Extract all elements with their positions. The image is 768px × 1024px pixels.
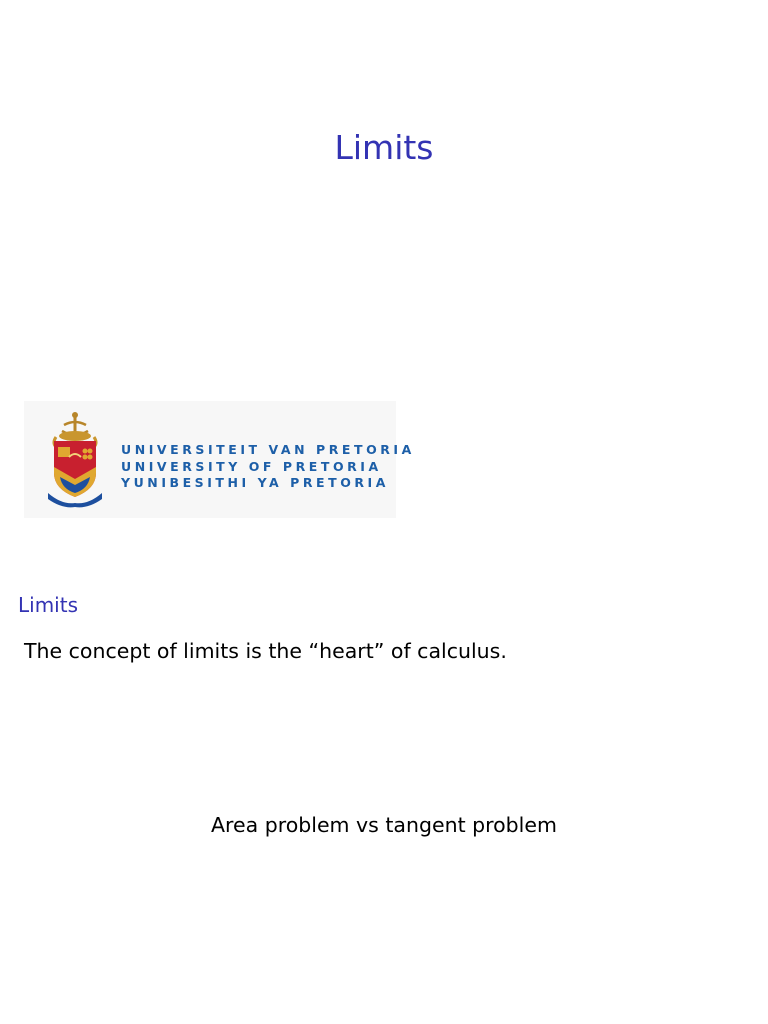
frame-heading: Limits <box>18 593 78 617</box>
logo-line-afrikaans: UNIVERSITEIT VAN PRETORIA <box>121 442 415 457</box>
crest-icon <box>44 409 106 509</box>
body-sentence: The concept of limits is the “heart” of calculus. <box>24 639 507 663</box>
university-logo <box>24 401 415 518</box>
frame-subtitle: Area problem vs tangent problem <box>211 813 557 837</box>
logo-line-sepedi: YUNIBESITHI YA PRETORIA <box>121 475 389 490</box>
slide-title: Limits <box>334 128 434 167</box>
logo-line-english: UNIVERSITY OF PRETORIA <box>121 458 382 474</box>
